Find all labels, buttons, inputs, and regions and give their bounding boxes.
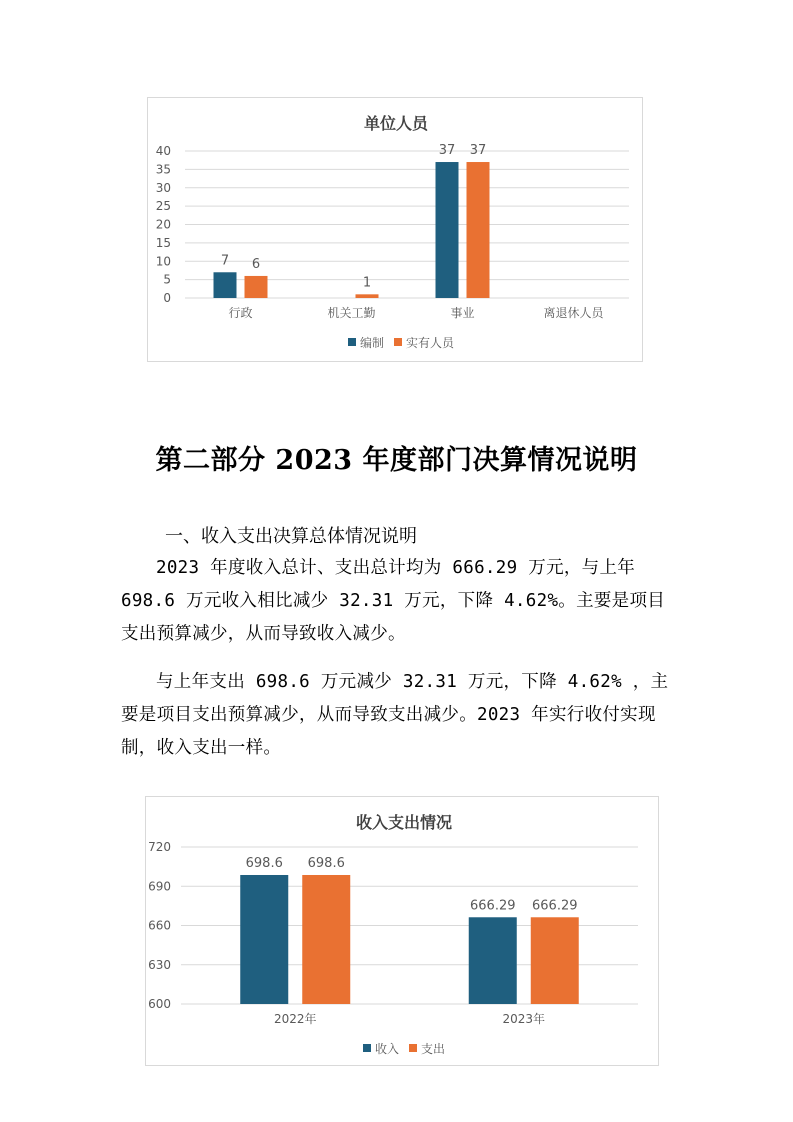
data-label: 37 [469,143,487,159]
bar [436,162,459,298]
y-tick-label: 35 [155,162,171,177]
y-tick-label: 690 [148,879,171,894]
paragraph-2: 与上年支出 698.6 万元减少 32.31 万元，下降 4.62% ，主要是项目支出预算减少，从而导致支出减少。2023 年实行收付实现制，收入支出一样。 [121,672,669,758]
bar [302,875,350,1004]
legend-swatch [363,1044,371,1052]
chart-title: 收入支出情况 [355,813,453,832]
y-tick-label: 15 [155,235,171,250]
section-title: 一、收入支出决算总体情况说明 [165,526,417,547]
y-tick-label: 25 [155,199,171,214]
y-tick-label: 720 [148,840,171,854]
legend-label: 支出 [421,1042,446,1056]
page-heading: 第二部分 2023 年度部门决算情况说明 [155,445,638,476]
y-tick-label: 660 [148,918,171,933]
y-tick-label: 600 [148,997,171,1011]
x-tick-label: 机关工勤 [327,306,376,320]
y-tick-label: 40 [155,144,171,158]
data-label: 666.29 [470,898,516,914]
data-label: 698.6 [245,855,283,871]
y-tick-label: 10 [155,254,171,269]
bar [467,162,490,298]
y-tick-label: 30 [155,180,171,195]
bar [240,875,288,1004]
legend-swatch [348,338,356,346]
legend-label: 实有人员 [406,336,455,350]
staff-chart [147,97,643,362]
paragraph-1: 2023 年度收入总计、支出总计均为 666.29 万元，与上年 698.6 万元收入相比减少 32.31 万元，下降 4.62%。主要是项目支出预算减少，从而导致收入减少。 [121,558,666,644]
y-tick-label: 5 [163,272,171,287]
data-label: 1 [362,275,372,291]
bar [469,917,517,1004]
data-label: 666.29 [532,898,578,914]
legend-label: 收入 [375,1042,400,1056]
bar [356,294,379,298]
data-label: 7 [220,253,230,269]
legend-swatch [394,338,402,346]
x-tick-label: 行政 [228,306,253,320]
legend-swatch [409,1044,417,1052]
x-tick-label: 事业 [450,306,475,320]
data-label: 37 [438,143,456,159]
bar [531,917,579,1004]
x-tick-label: 2022年 [273,1012,317,1026]
y-tick-label: 0 [163,291,171,305]
x-tick-label: 2023年 [502,1012,546,1026]
data-label: 6 [251,256,261,272]
bar [214,272,237,298]
chart-title: 单位人员 [363,114,429,133]
x-tick-label: 离退休人员 [543,306,604,320]
staff-chart-svg [148,98,644,363]
data-label: 698.6 [307,855,345,871]
bar [245,276,268,298]
income-expense-chart-svg [146,797,660,1067]
y-tick-label: 630 [148,957,171,972]
y-tick-label: 20 [155,217,171,232]
legend-label: 编制 [360,336,385,350]
income-expense-chart [145,796,659,1066]
